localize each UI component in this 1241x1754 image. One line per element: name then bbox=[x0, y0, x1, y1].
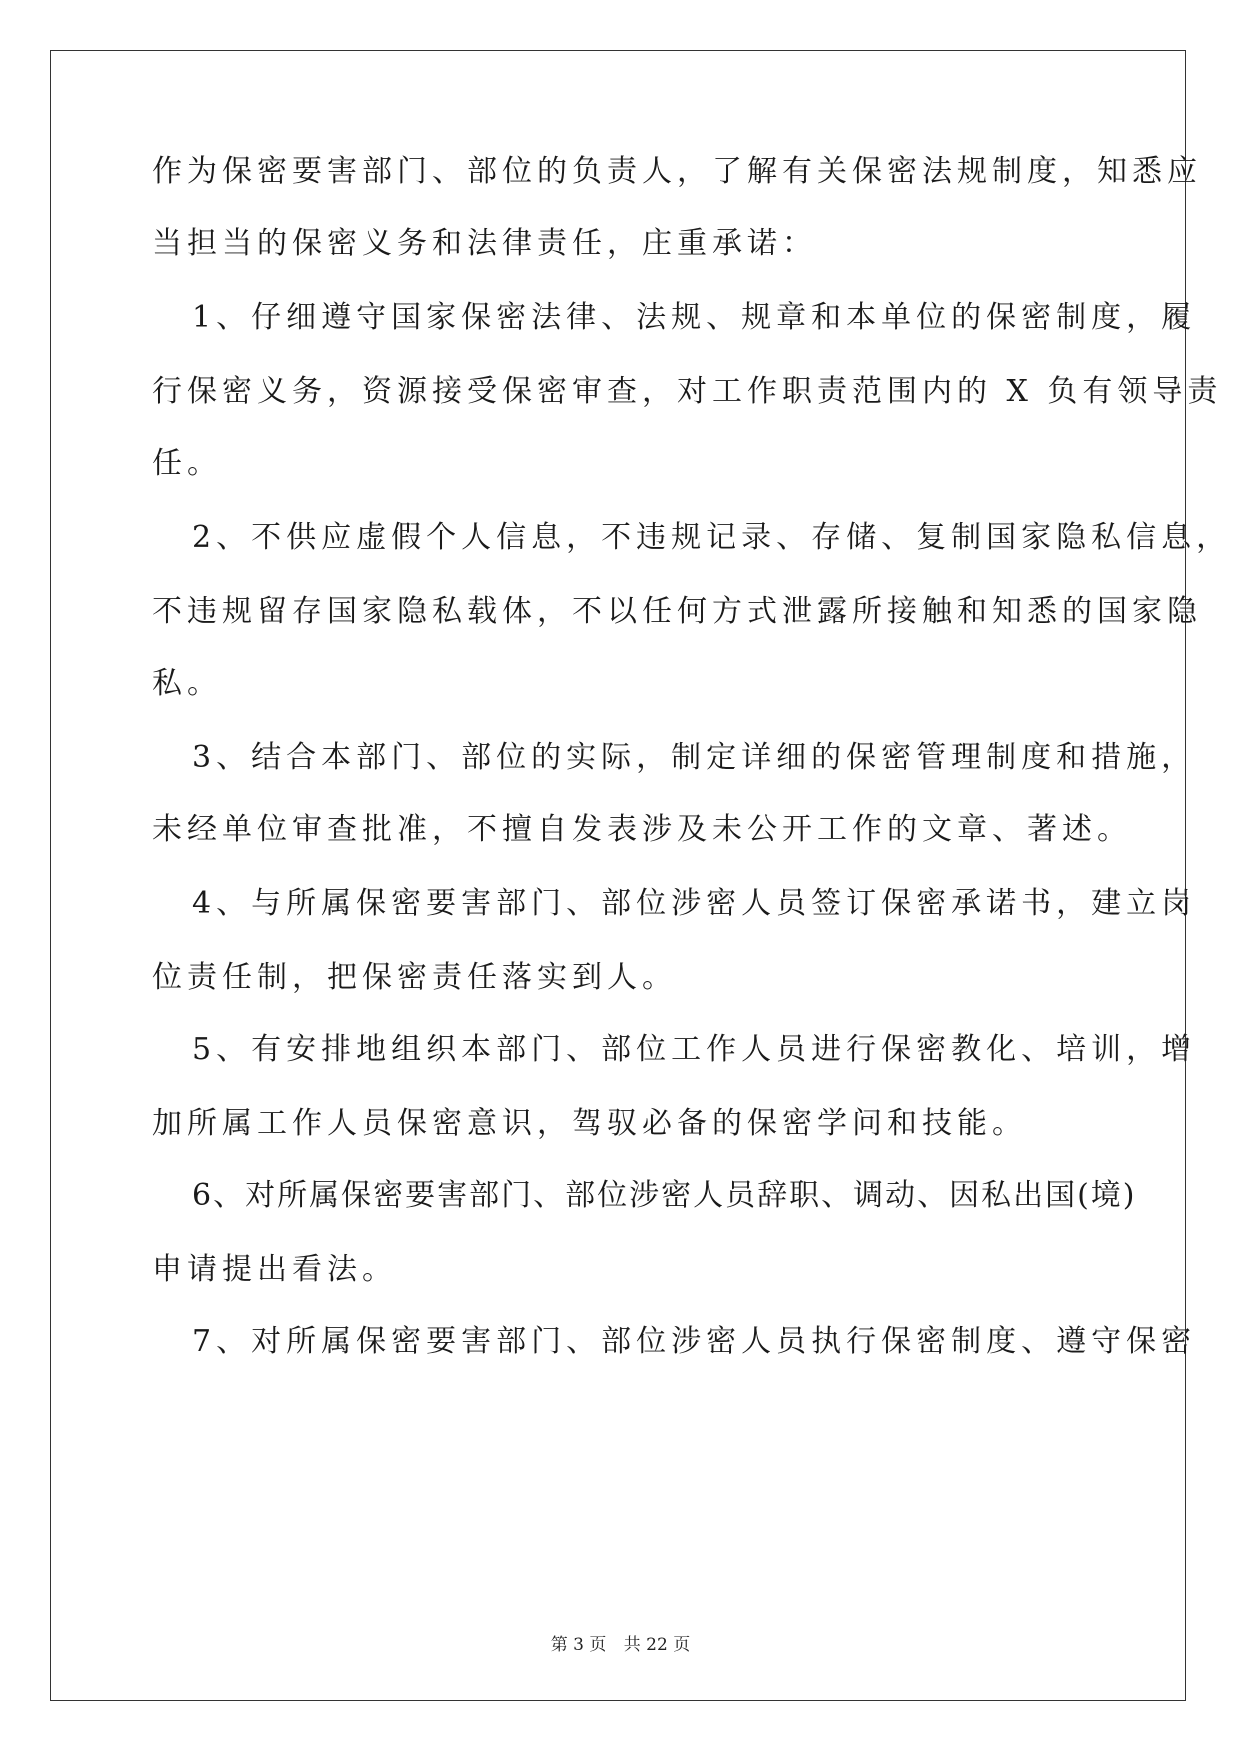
text-line: 1、仔细遵守国家保密法律、法规、规章和本单位的保密制度，履 bbox=[192, 300, 1197, 335]
text-line: 7、对所属保密要害部门、部位涉密人员执行保密制度、遵守保密 bbox=[192, 1324, 1197, 1359]
text-line: 当担当的保密义务和法律责任，庄重承诺： bbox=[152, 226, 817, 261]
text-line: 加所属工作人员保密意识，驾驭必备的保密学问和技能。 bbox=[152, 1106, 1027, 1141]
text-line: 3、结合本部门、部位的实际，制定详细的保密管理制度和措施， bbox=[192, 740, 1197, 775]
text-line: 申请提出看法。 bbox=[152, 1252, 397, 1287]
text-line: 位责任制，把保密责任落实到人。 bbox=[152, 960, 677, 995]
text-line: 5、有安排地组织本部门、部位工作人员进行保密教化、培训，增 bbox=[192, 1032, 1197, 1067]
text-line: 4、与所属保密要害部门、部位涉密人员签订保密承诺书，建立岗 bbox=[192, 886, 1197, 921]
text-line: 不违规留存国家隐私载体，不以任何方式泄露所接触和知悉的国家隐 bbox=[152, 594, 1202, 629]
text-line: 未经单位审查批准，不擅自发表涉及未公开工作的文章、著述。 bbox=[152, 812, 1132, 847]
page-total: 共 22 页 bbox=[623, 1635, 691, 1655]
page-footer bbox=[0, 1630, 1241, 1655]
text-line: 私。 bbox=[152, 666, 222, 701]
text-line: 作为保密要害部门、部位的负责人，了解有关保密法规制度，知悉应 bbox=[152, 154, 1202, 189]
page-number: 第 3 页 bbox=[550, 1635, 607, 1655]
text-line: 2、不供应虚假个人信息，不违规记录、存储、复制国家隐私信息， bbox=[192, 520, 1232, 555]
text-line: 任。 bbox=[152, 446, 222, 481]
text-line: 6、对所属保密要害部门、部位涉密人员辞职、调动、因私出国(境) bbox=[192, 1178, 1137, 1213]
text-line: 行保密义务，资源接受保密审查，对工作职责范围内的 X 负有领导责 bbox=[152, 374, 1223, 409]
